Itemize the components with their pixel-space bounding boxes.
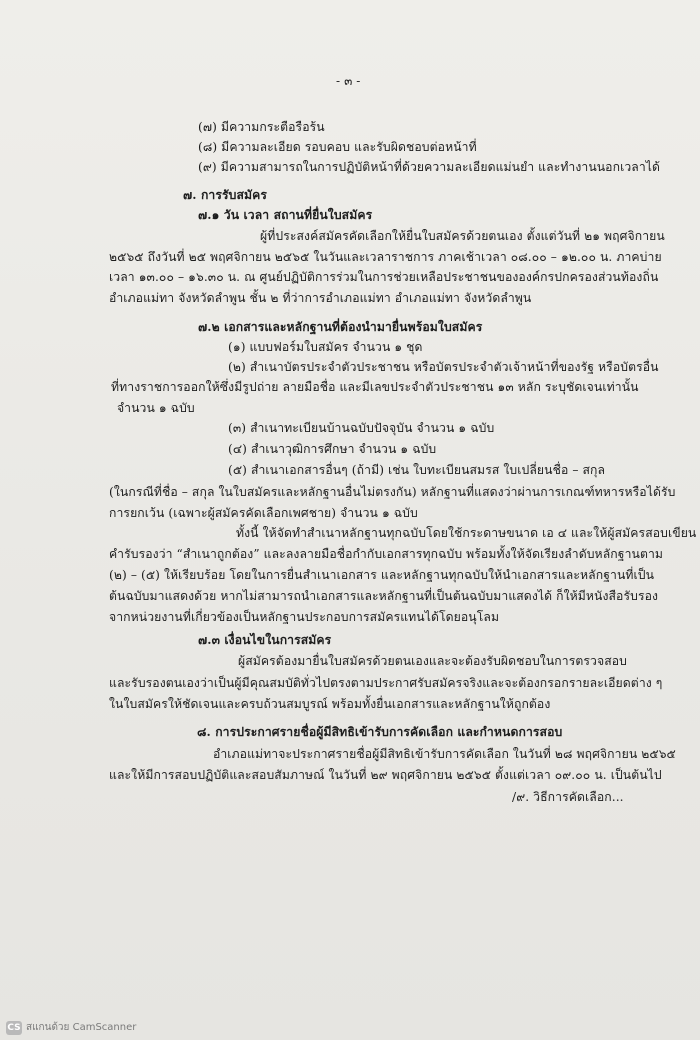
paragraph-line: (ในกรณีที่ชื่อ – สกุล ในใบสมัครและหลักฐานอื่นไม่ตรงกัน) หลักฐานที่แสดงว่าผ่านการเกณฑ์ทหารหรือได้รับ: [109, 485, 676, 499]
paragraph-line: จากหน่วยงานที่เกี่ยวข้องเป็นหลักฐานประกอบการสมัครแทนได้โดยอนุโลม: [109, 610, 500, 624]
qualification-7: (๗) มีความกระตือรือร้น: [198, 120, 325, 134]
paragraph-line: ต้นฉบับมาแสดงด้วย หากไม่สามารถนำเอกสารและหลักฐานที่เป็นต้นฉบับมาแสดงได้ ก็ให้มีหนังสือรับรอง: [109, 589, 659, 603]
paragraph-line: เวลา ๑๓.๐๐ – ๑๖.๓๐ น. ณ ศูนย์ปฏิบัติการร่วมในการช่วยเหลือประชาชนขององค์กรปกครองส่วนท้องถิ่น: [109, 270, 659, 284]
section-7-1-heading: ๗.๑ วัน เวลา สถานที่ยื่นใบสมัคร: [198, 208, 373, 222]
paragraph-line: การยกเว้น (เฉพาะผู้สมัครคัดเลือกเพศชาย) จำนวน ๑ ฉบับ: [109, 506, 418, 520]
section-7-2-heading: ๗.๒ เอกสารและหลักฐานที่ต้องนำมายื่นพร้อมใบสมัคร: [198, 320, 483, 334]
paragraph-line: และรับรองตนเองว่าเป็นผู้มีคุณสมบัติทั่วไปตรงตามประกาศรับสมัครจริงและจะต้องกรอกรายละเอียดต่าง ๆ: [109, 676, 663, 690]
paragraph-line: และให้มีการสอบปฏิบัติและสอบสัมภาษณ์ ในวันที่ ๒๙ พฤศจิกายน ๒๕๖๕ ตั้งแต่เวลา ๐๙.๐๐ น. เป็นต้นไป: [109, 768, 662, 782]
paragraph-line: อำเภอแม่ทา จังหวัดลำพูน ชั้น ๒ ที่ว่าการอำเภอแม่ทา อำเภอแม่ทา จังหวัดลำพูน: [109, 291, 532, 305]
camscanner-logo-icon: CS: [7, 1022, 21, 1033]
paragraph-line: ผู้สมัครต้องมายื่นใบสมัครด้วยตนเองและจะต้องรับผิดชอบในการตรวจสอบ: [238, 654, 627, 668]
section-7-heading: ๗. การรับสมัคร: [183, 188, 268, 202]
camscanner-label: สแกนด้วย CamScanner: [26, 1022, 137, 1033]
document-item-4: (๔) สำเนาวุฒิการศึกษา จำนวน ๑ ฉบับ: [228, 442, 437, 456]
document-item-2: (๒) สำเนาบัตรประจำตัวประชาชน หรือบัตรประจำตัวเจ้าหน้าที่ของรัฐ หรือบัตรอื่น: [228, 360, 659, 374]
section-8-heading: ๘. การประกาศรายชื่อผู้มีสิทธิเข้ารับการคัดเลือก และกำหนดการสอบ: [197, 725, 563, 739]
qualification-9: (๙) มีความสามารถในการปฏิบัติหน้าที่ด้วยความละเอียดแม่นยำ และทำงานนอกเวลาได้: [198, 160, 661, 174]
paragraph-line: (๒) – (๕) ให้เรียบร้อย โดยในการยื่นสำเนาเอกสาร และหลักฐานทุกฉบับให้นำเอกสารและหลักฐานที่เป็น: [109, 568, 655, 582]
paragraph-line: ทั้งนี้ ให้จัดทำสำเนาหลักฐานทุกฉบับโดยใช้กระดาษขนาด เอ ๔ และให้ผู้สมัครสอบเขียน: [236, 526, 697, 540]
paragraph-line: คำรับรองว่า “สำเนาถูกต้อง” และลงลายมือชื่อกำกับเอกสารทุกฉบับ พร้อมทั้งให้จัดเรียงลำดับหลักฐานตาม: [109, 547, 664, 561]
paragraph-line: ผู้ที่ประสงค์สมัครคัดเลือกให้ยื่นใบสมัครด้วยตนเอง ตั้งแต่วันที่ ๒๑ พฤศจิกายน: [260, 229, 665, 243]
document-item-5: (๕) สำเนาเอกสารอื่นๆ (ถ้ามี) เช่น ใบทะเบียนสมรส ใบเปลี่ยนชื่อ – สกุล: [228, 463, 606, 477]
qualification-8: (๘) มีความละเอียด รอบคอบ และรับผิดชอบต่อหน้าที่: [198, 140, 477, 154]
document-item-1: (๑) แบบฟอร์มใบสมัคร จำนวน ๑ ชุด: [228, 340, 423, 354]
paragraph-line: ในใบสมัครให้ชัดเจนและครบถ้วนสมบูรณ์ พร้อมทั้งยื่นเอกสารและหลักฐานให้ถูกต้อง: [109, 697, 551, 711]
document-item-3: (๓) สำเนาทะเบียนบ้านฉบับปัจจุบัน จำนวน ๑ ฉบับ: [228, 421, 495, 435]
paragraph-line: จำนวน ๑ ฉบับ: [117, 401, 195, 415]
paragraph-line: อำเภอแม่ทาจะประกาศรายชื่อผู้มีสิทธิเข้ารับการคัดเลือก ในวันที่ ๒๘ พฤศจิกายน ๒๕๖๕: [213, 747, 676, 761]
paragraph-line: ที่ทางราชการออกให้ซึ่งมีรูปถ่าย ลายมือชื่อ และมีเลขประจำตัวประชาชน ๑๓ หลัก ระบุชัดเจนเท่านั้น: [111, 380, 639, 394]
continuation-note: /๙. วิธีการคัดเลือก...: [512, 790, 624, 804]
camscanner-watermark: [6, 1020, 136, 1035]
paragraph-line: ๒๕๖๕ ถึงวันที่ ๒๕ พฤศจิกายน ๒๕๖๕ ในวันและเวลาราชการ ภาคเช้าเวลา ๐๘.๐๐ – ๑๒.๐๐ น. ภาคบ่าย: [109, 250, 662, 264]
page-number: - ๓ -: [336, 74, 361, 88]
section-7-3-heading: ๗.๓ เงื่อนไขในการสมัคร: [198, 633, 332, 647]
